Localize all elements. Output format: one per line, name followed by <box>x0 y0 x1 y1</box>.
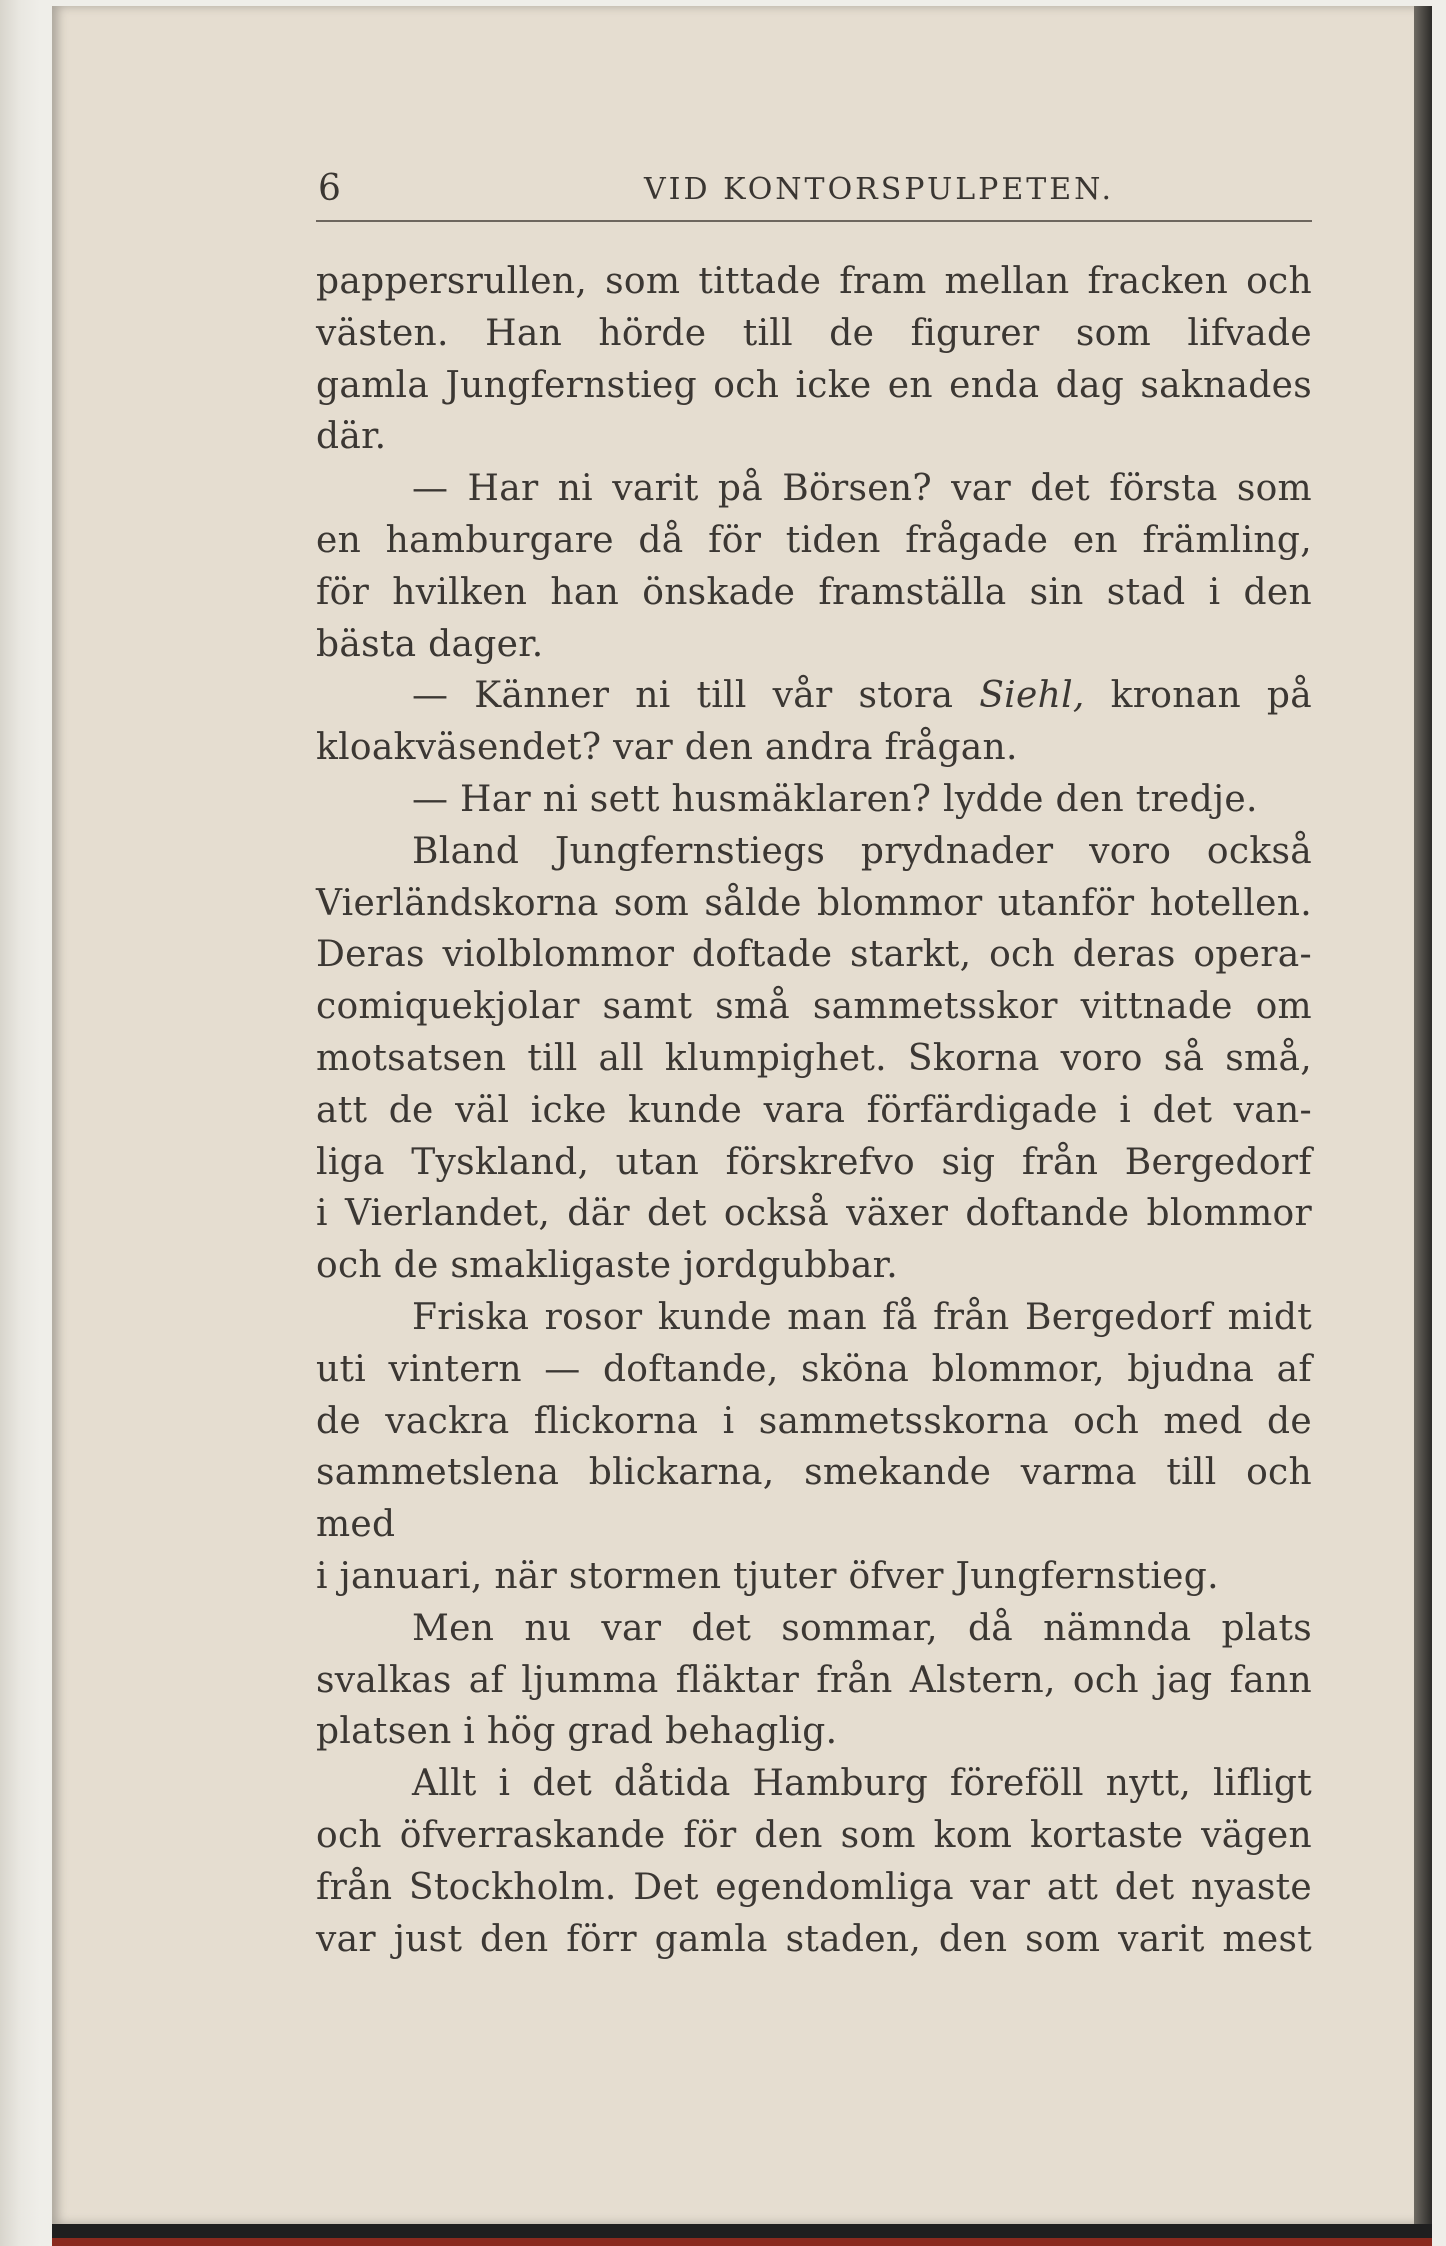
italic-name: Siehl, <box>979 675 1085 717</box>
text-line: där. <box>316 416 387 458</box>
text-line: platsen i hög grad behaglig. <box>316 1711 838 1753</box>
text-line: och öfverraskande för den som kom kortaste vägen <box>316 1814 1312 1856</box>
text-line: och de smakligaste jordgubbar. <box>316 1245 898 1287</box>
text-line: i januari, när stormen tjuter öfver Jungfernstieg. <box>316 1555 1219 1597</box>
text-line: de vackra flickorna i sammetsskorna och med de <box>316 1400 1312 1442</box>
text-line: uti vintern — doftande, sköna blommor, bjudna af <box>316 1348 1312 1390</box>
text-line: Allt i det dåtida Hamburg föreföll nytt, lifligt <box>412 1763 1312 1805</box>
text-line: — Har ni varit på Börsen? var det första som <box>412 468 1312 510</box>
header-rule <box>316 220 1312 222</box>
text-line: var just den förr gamla staden, den som varit mest <box>316 1918 1312 1960</box>
text-run: — Känner ni till vår stora <box>412 675 980 717</box>
text-line: sammetslena blickarna, smekande varma till och med <box>316 1452 1312 1546</box>
text-line: — Har ni sett husmäklaren? lydde den tredje. <box>412 778 1258 820</box>
text-line: i Vierlandet, där det också växer doftande blommor <box>316 1193 1312 1235</box>
text-line: Friska rosor kunde man få från Bergedorf midt <box>412 1296 1312 1338</box>
page-header <box>318 168 1318 208</box>
text-line: en hamburgare då för tiden frågade en främling, <box>316 519 1312 561</box>
text-line: gamla Jungfernstieg och icke en enda dag saknades <box>316 364 1312 406</box>
text-line: från Stockholm. Det egendomliga var att det nyaste <box>316 1866 1312 1908</box>
text-line: att de väl icke kunde vara förfärdigade i det van- <box>316 1089 1312 1131</box>
text-line: Vierländskorna som sålde blommor utanför hotellen. <box>316 882 1312 924</box>
running-head: VID KONTORSPULPETEN. <box>644 172 1115 207</box>
text-line: bästa dager. <box>316 623 544 665</box>
text-line: kloakväsendet? var den andra frågan. <box>316 727 1018 769</box>
text-line <box>316 670 1312 722</box>
page-number: 6 <box>318 168 343 209</box>
text-line: comiquekjolar samt små sammetsskor vittnade om <box>316 986 1312 1028</box>
text-run: kronan på <box>1084 675 1312 717</box>
text-line: Deras violblommor doftade starkt, och deras opera- <box>316 934 1312 976</box>
text-line: Men nu var det sommar, då nämnda plats <box>412 1607 1312 1649</box>
text-line: pappersrullen, som tittade fram mellan fracken och <box>316 261 1312 302</box>
text-line: Bland Jungfernstiegs prydnader voro också <box>412 830 1312 872</box>
text-line: för hvilken han önskade framställa sin stad i den <box>316 571 1312 613</box>
text-line: västen. Han hörde till de figurer som lifvade <box>316 312 1312 354</box>
text-line: liga Tyskland, utan förskrefvo sig från Bergedorf <box>316 1141 1312 1183</box>
body-text <box>316 256 1312 1965</box>
page-bottom-edge <box>52 2238 1432 2246</box>
text-line: svalkas af ljumma fläktar från Alstern, och jag fann <box>316 1659 1312 1701</box>
text-line: motsatsen till all klumpighet. Skorna voro så små, <box>316 1037 1312 1079</box>
